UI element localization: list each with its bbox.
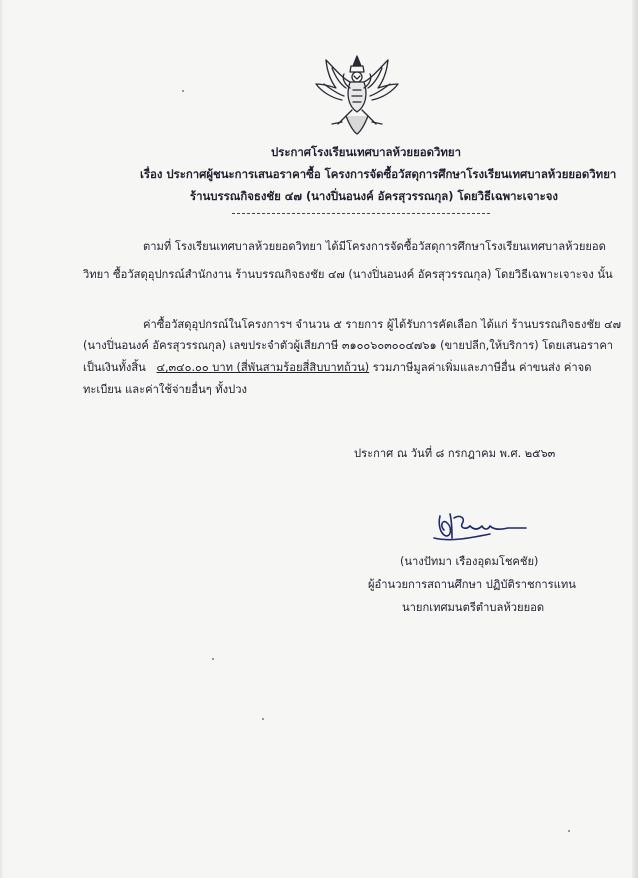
- garuda-emblem-icon: [312, 54, 402, 136]
- scan-edge-right: [632, 0, 638, 878]
- paragraph-2-line-4: ทะเบียน และค่าใช้จ่ายอื่นๆ ทั้งปวง: [83, 383, 247, 396]
- speck: [262, 718, 264, 720]
- handwritten-signature-icon: [430, 508, 530, 544]
- paragraph-1-line-2: วิทยา ซื้อวัสดุอุปกรณ์สำนักงาน ร้านบรรณกิจธงชัย ๔๗ (นางปิ่นอนงค์ อัครสุวรรณกุล) โดยวิธีเฉพาะเจาะจง นั้น: [83, 268, 613, 281]
- header-divider: [232, 213, 490, 214]
- total-amount: ๔,๓๔๐.๐๐ บาท (สี่พันสามร้อยสี่สิบบาทถ้วน): [156, 361, 370, 374]
- announcement-subject-line2: ร้านบรรณกิจธงชัย ๔๗ (นางปิ่นอนงค์ อัครสุวรรณกุล) โดยวิธีเฉพาะเจาะจง: [190, 189, 558, 203]
- speck: [212, 658, 214, 660]
- signer-position-2: นายกเทศมนตรีตำบลห้วยยอด: [402, 601, 545, 614]
- paragraph-2-line-3: [83, 361, 591, 375]
- paragraph-2-line-2: (นางปิ่นอนงค์ อัครสุวรรณกุล) เลขประจำตัวผู้เสียภาษี ๓๑๐๐๖๐๓๐๐๔๗๖๑ (ขายปลีก,ให้บริการ) โดยเสนอราคา: [83, 339, 614, 352]
- announcement-title: ประกาศโรงเรียนเทศบาลห้วยยอดวิทยา: [271, 145, 461, 159]
- speck: [182, 90, 184, 92]
- paragraph-2-line-1: ค่าซื้อวัสดุอุปกรณ์ในโครงการฯ จำนวน ๕ รายการ ผู้ได้รับการคัดเลือก ได้แก่ ร้านบรรณกิจธงชัย ๔๗: [143, 318, 622, 331]
- total-suffix: รวมภาษีมูลค่าเพิ่มและภาษีอื่น ค่าขนส่ง ค่าจด: [372, 361, 592, 374]
- announcement-date: ประกาศ ณ วันที่ ๘ กรกฎาคม พ.ศ. ๒๕๖๓: [354, 447, 556, 460]
- scan-edge-left: [0, 0, 4, 878]
- announcement-subject: เรื่อง ประกาศผู้ชนะการเสนอราคาซื้อ โครงการจัดซื้อวัสดุการศึกษาโรงเรียนเทศบาลห้วยยอดวิทยา: [140, 167, 617, 181]
- signer-name: (นางปัทมา เรืองอุดมโชคชัย): [400, 555, 539, 568]
- speck: [568, 830, 570, 832]
- signer-position-1: ผู้อำนวยการสถานศึกษา ปฏิบัติราชการแทน: [368, 578, 576, 591]
- total-label: เป็นเงินทั้งสิ้น: [83, 361, 146, 374]
- paragraph-1-line-1: ตามที่ โรงเรียนเทศบาลห้วยยอดวิทยา ได้มีโครงการจัดซื้อวัสดุการศึกษาโรงเรียนเทศบาลห้วยยอด: [143, 240, 606, 253]
